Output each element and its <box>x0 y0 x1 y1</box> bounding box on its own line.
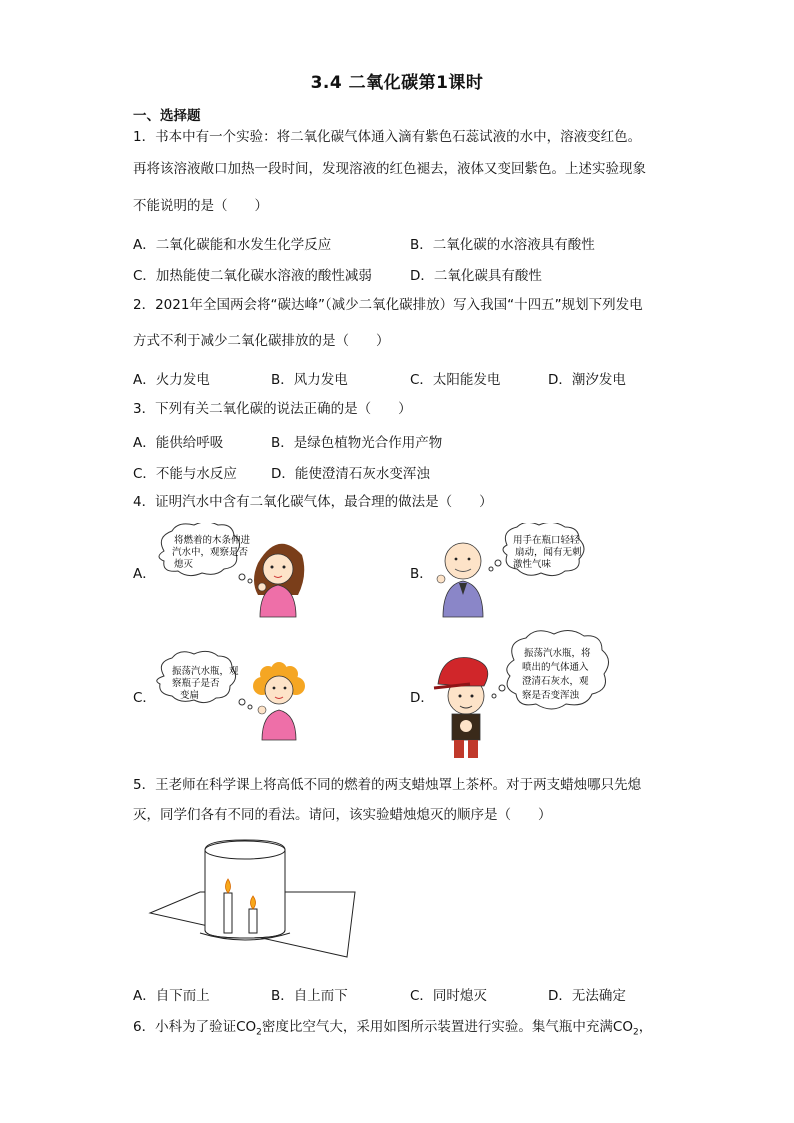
boy-with-cap-character-icon <box>434 658 488 758</box>
q4-c-bubble-line-1: 振荡汽水瓶，观 <box>172 666 239 677</box>
q1-stem-line-2: 再将该溶液敞口加热一段时间，发现溶液的红色褪去，液体又变回紫色。上述实验现象 <box>133 161 646 177</box>
q4-b-bubble-line-2: 扇动，闻有无刺 <box>515 547 582 558</box>
q4-d-bubble-line-2: 喷出的气体通入 <box>522 662 589 673</box>
q4-c-bubble-line-2: 察瓶子是否 <box>172 678 220 689</box>
q4-d-bubble-line-3: 澄清石灰水，观 <box>522 676 589 687</box>
q4-option-d[interactable]: D． <box>410 690 434 706</box>
q5-candle-diagram <box>145 835 360 963</box>
q4-b-bubble-line-3: 激性气味 <box>513 559 552 570</box>
curly-girl-character-icon <box>253 662 305 740</box>
q6-stem-mid: 密度比空气大，采用如图所示装置进行实验。集气瓶中充满CO <box>261 1019 633 1035</box>
q3-option-a[interactable]: A．能供给呼吸 <box>133 435 224 451</box>
q2-stem-line-1: 2．2021年全国两会将“碳达峰”（减少二氧化碳排放）写入我国“十四五”规划下列发电 <box>133 297 643 313</box>
q4-option-d-illustration[interactable] <box>428 626 658 764</box>
q6-stem <box>133 1018 652 1042</box>
q2-option-d[interactable]: D．潮汐发电 <box>548 372 626 388</box>
q4-d-bubble-line-4: 察是否变浑浊 <box>522 690 580 701</box>
q3-option-d[interactable]: D．能使澄清石灰水变浑浊 <box>271 466 430 482</box>
q4-a-bubble-line-2: 汽水中，观察是否 <box>172 547 249 558</box>
q3-option-c[interactable]: C．不能与水反应 <box>133 466 237 482</box>
q1-stem-line-1: 1．书本中有一个实验：将二氧化碳气体通入滴有紫色石蕊试液的水中，溶液变红色。 <box>133 129 642 145</box>
q3-stem: 3．下列有关二氧化碳的说法正确的是（ ） <box>133 401 412 417</box>
q1-stem-line-3: 不能说明的是（ ） <box>133 198 268 214</box>
q4-option-a-illustration[interactable] <box>150 523 320 618</box>
q4-b-bubble-line-1: 用手在瓶口轻轻 <box>513 535 580 546</box>
section-heading: 一、选择题 <box>133 108 201 124</box>
q4-option-c-illustration[interactable] <box>150 650 330 745</box>
q5-option-a[interactable]: A．自下而上 <box>133 988 210 1004</box>
q6-subscript-2: 2 <box>632 1027 639 1038</box>
page-title: 3.4 二氧化碳第1课时 <box>310 73 484 93</box>
q2-stem-line-2: 方式不利于减少二氧化碳排放的是（ ） <box>133 333 390 349</box>
q4-a-bubble-line-1: 将燃着的木条伸进 <box>174 535 251 546</box>
q5-stem-line-2: 灭，同学们各有不同的看法。请问，该实验蜡烛熄灭的顺序是（ ） <box>133 807 552 823</box>
q2-option-c[interactable]: C．太阳能发电 <box>410 372 501 388</box>
short-candle-icon <box>249 896 257 933</box>
q3-option-b[interactable]: B．是绿色植物光合作用产物 <box>271 435 443 451</box>
cup-icon <box>200 840 290 940</box>
q4-d-bubble-line-1: 振荡汽水瓶，将 <box>524 648 591 659</box>
q1-option-c[interactable]: C．加热能使二氧化碳水溶液的酸性减弱 <box>133 268 372 284</box>
q2-option-b[interactable]: B．风力发电 <box>271 372 348 388</box>
q4-c-bubble-line-3: 变扁 <box>180 690 200 701</box>
q1-option-b[interactable]: B．二氧化碳的水溶液具有酸性 <box>410 237 595 253</box>
q4-option-b[interactable]: B． <box>410 566 433 582</box>
q5-option-b[interactable]: B．自上而下 <box>271 988 348 1004</box>
q4-option-a[interactable]: A． <box>133 566 156 582</box>
q4-option-c[interactable]: C． <box>133 690 156 706</box>
q4-option-b-illustration[interactable] <box>425 523 635 618</box>
q1-option-d[interactable]: D．二氧化碳具有酸性 <box>410 268 542 284</box>
girl-character-icon <box>254 544 304 617</box>
q5-option-d[interactable]: D．无法确定 <box>548 988 626 1004</box>
tall-candle-icon <box>224 879 232 933</box>
q6-stem-prefix: 6．小科为了验证CO <box>133 1019 257 1035</box>
q6-subscript-1: 2 <box>256 1027 262 1038</box>
q1-option-a[interactable]: A．二氧化碳能和水发生化学反应 <box>133 237 332 253</box>
q5-option-c[interactable]: C．同时熄灭 <box>410 988 487 1004</box>
q4-a-bubble-line-3: 熄灭 <box>174 559 194 570</box>
q2-option-a[interactable]: A．火力发电 <box>133 372 210 388</box>
q6-stem-end: ， <box>638 1019 653 1035</box>
q5-stem-line-1: 5．王老师在科学课上将高低不同的燃着的两支蜡烛罩上茶杯。对于两支蜡烛哪只先熄 <box>133 777 642 793</box>
q4-stem: 4．证明汽水中含有二氧化碳气体，最合理的做法是（ ） <box>133 494 493 510</box>
grandpa-character-icon <box>437 543 483 617</box>
